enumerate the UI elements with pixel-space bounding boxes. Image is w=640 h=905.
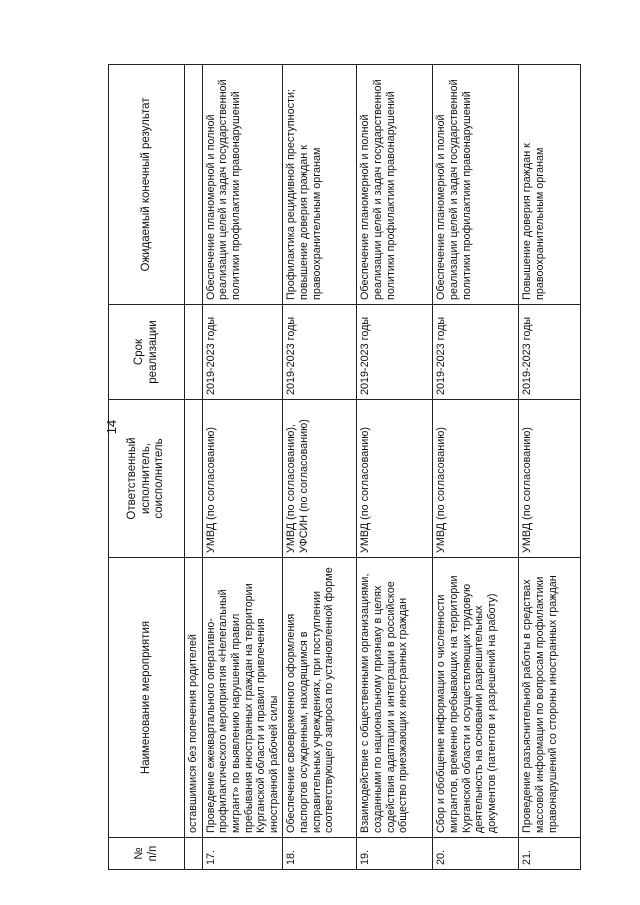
header-num: № п/п [109, 838, 185, 870]
header-result: Ожидаемый конечный результат [109, 65, 185, 305]
cell-result: Обеспечение планомерной и полной реализации целей и задач государственной политики профилактики правонарушений [357, 65, 433, 305]
cell-responsible: УМВД (по согласованию) [519, 400, 581, 558]
cell-term: 2019-2023 годы [519, 305, 581, 400]
cell-responsible: УМВД (по согласованию) [357, 400, 433, 558]
cell-name: Проведение разъяснительной работы в средствах массовой информации по вопросам профилактики правонарушений со стороны иностранных граждан [519, 558, 581, 838]
cell-name: Обеспечение своевременного оформления паспортов осужденным, находящимся в исправительных учреждениях, при поступлении соответствующего запроса по установленной форме [283, 558, 357, 838]
table-row [283, 65, 357, 870]
cell-num: 19. [357, 838, 433, 870]
cell-name: Сбор и обобщение информации о численности мигрантов, временно пребывающих на территории Курганской области и осуществляющих трудовую деятельность на основании разрешительных документов (патентов и разрешений на работу) [433, 558, 519, 838]
header-term: Срок реализации [109, 305, 185, 400]
cell-responsible: УМВД (по согласованию), УФСИН (по согласованию) [283, 400, 357, 558]
table-row-continuation [185, 65, 203, 870]
cell-num: 17. [202, 838, 283, 870]
cell-responsible [185, 400, 203, 558]
cell-term: 2019-2023 годы [433, 305, 519, 400]
cell-result: Обеспечение планомерной и полной реализации целей и задач государственной политики профилактики правонарушений [202, 65, 283, 305]
cell-result [185, 65, 203, 305]
cell-name: Проведение ежеквартального оперативно-профилактического мероприятия «Нелегальный мигрант» по выявлению нарушений правил пребывания иностранных граждан на территории Курганской области и правил привлечения иностранной рабочей силы [202, 558, 283, 838]
table-header-row [109, 65, 185, 870]
cell-name: оставшимися без попечения родителей [185, 558, 203, 838]
cell-term: 2019-2023 годы [202, 305, 283, 400]
page-number: 14 [104, 419, 119, 435]
measures-table [108, 64, 581, 870]
table-row [202, 65, 283, 870]
cell-responsible: УМВД (по согласованию) [202, 400, 283, 558]
cell-result: Профилактика рецидивной преступности; повышение доверия граждан к правоохранительным органам [283, 65, 357, 305]
cell-name: Взаимодействие с общественными организациями, созданными по национальному признаку в целях содействия адаптации и интеграции в российское общество приезжающих иностранных граждан [357, 558, 433, 838]
cell-result: Повышение доверия граждан к правоохранительным органам [519, 65, 581, 305]
table-row [357, 65, 433, 870]
cell-num: 21. [519, 838, 581, 870]
cell-result: Обеспечение планомерной и полной реализации целей и задач государственной политики профилактики правонарушений [433, 65, 519, 305]
cell-term: 2019-2023 годы [357, 305, 433, 400]
cell-term: 2019-2023 годы [283, 305, 357, 400]
cell-responsible: УМВД (по согласованию) [433, 400, 519, 558]
cell-num [185, 838, 203, 870]
cell-num: 18. [283, 838, 357, 870]
cell-num: 20. [433, 838, 519, 870]
table-row [433, 65, 519, 870]
cell-term [185, 305, 203, 400]
table-row [519, 65, 581, 870]
rotated-page-content [108, 65, 586, 870]
header-name: Наименование мероприятия [109, 558, 185, 838]
header-responsible: Ответственный исполнитель, соисполнитель [109, 400, 185, 558]
